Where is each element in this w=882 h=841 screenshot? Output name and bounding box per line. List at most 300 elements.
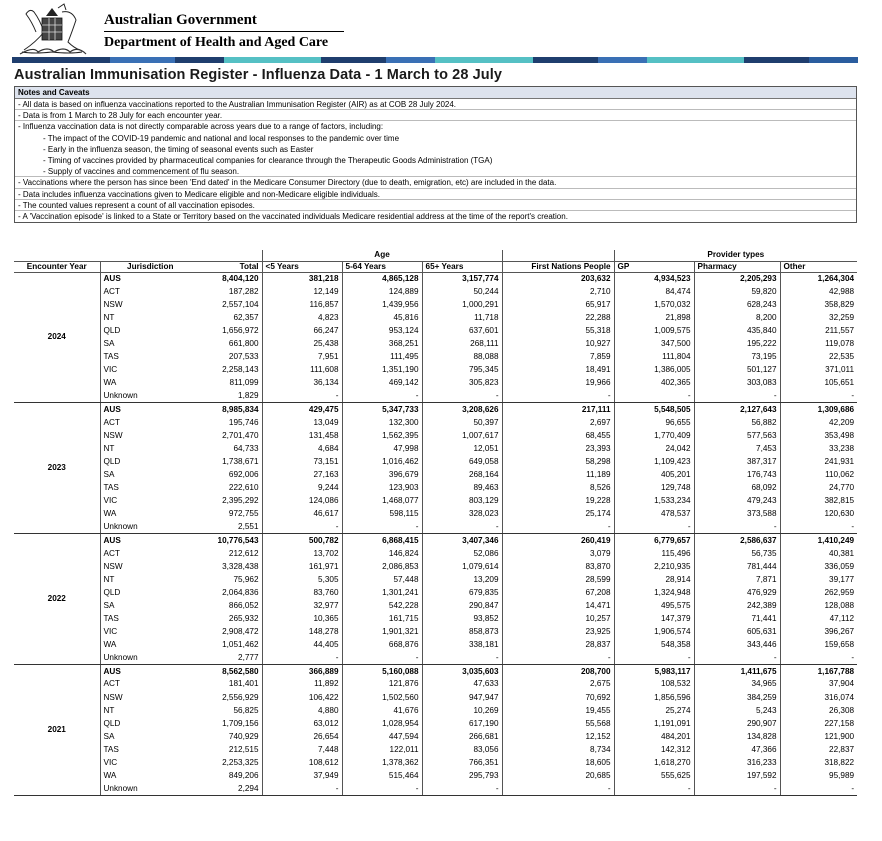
band-segment	[175, 57, 224, 63]
table-row	[14, 272, 857, 285]
jurisdiction-cell: ACT	[103, 286, 120, 296]
value-cell: 111,495	[342, 351, 422, 364]
jurisdiction-cell: QLD	[103, 325, 121, 335]
value-cell: 27,163	[262, 468, 342, 481]
value-cell: 203,632	[502, 272, 614, 285]
value-cell: 1,901,321	[342, 626, 422, 639]
value-cell: 32,977	[262, 599, 342, 612]
band-segment	[12, 57, 110, 63]
value-cell: 28,599	[585, 574, 611, 584]
value-cell: 1,079,614	[422, 560, 502, 573]
column-header-row	[14, 261, 857, 272]
jurisdiction-cell: TAS	[103, 613, 119, 623]
band-segment	[435, 57, 533, 63]
value-cell: 305,823	[422, 377, 502, 390]
jurisdiction-cell: Unknown	[100, 390, 200, 403]
value-cell: 212,515	[228, 744, 259, 754]
value-cell: 58,298	[585, 456, 611, 466]
value-cell: -	[780, 521, 857, 534]
value-cell: 295,793	[422, 770, 502, 783]
table-row	[14, 770, 857, 783]
jurisdiction-cell: ACT	[103, 417, 120, 427]
table-body	[14, 272, 857, 796]
value-cell: 111,608	[262, 364, 342, 377]
value-cell: 115,496	[614, 547, 694, 560]
value-cell: 64,733	[233, 443, 259, 453]
value-cell: 290,847	[422, 599, 502, 612]
jurisdiction-cell: AUS	[100, 272, 200, 285]
value-cell: -	[422, 652, 502, 665]
value-cell: 1,829	[200, 390, 262, 403]
jurisdiction-cell: NT	[103, 312, 115, 322]
value-cell: 122,011	[342, 743, 422, 756]
value-cell: 95,989	[780, 770, 857, 783]
jurisdiction-cell: VIC	[103, 496, 118, 506]
table-row	[14, 337, 857, 350]
value-cell: 1,264,304	[780, 272, 857, 285]
value-cell: 262,959	[780, 586, 857, 599]
value-cell: 93,852	[422, 612, 502, 625]
band-segment	[321, 57, 386, 63]
band-segment	[533, 57, 598, 63]
government-name: Australian Government	[104, 12, 257, 28]
value-cell: 6,779,657	[614, 534, 694, 547]
value-cell: 45,816	[342, 311, 422, 324]
value-cell: 336,059	[780, 560, 857, 573]
value-cell: 19,228	[585, 496, 611, 506]
value-cell: 7,871	[694, 573, 780, 586]
band-segment	[809, 57, 858, 63]
table-row	[14, 730, 857, 743]
col-other: Other	[780, 261, 857, 272]
value-cell: 1,468,077	[342, 495, 422, 508]
value-cell: 1,351,190	[342, 364, 422, 377]
value-cell: 24,770	[780, 482, 857, 495]
table-row	[14, 468, 857, 481]
value-cell: 217,111	[581, 404, 611, 414]
value-cell: 88,088	[422, 351, 502, 364]
value-cell: 4,880	[262, 704, 342, 717]
value-cell: 222,610	[228, 483, 259, 493]
value-cell: 13,209	[422, 573, 502, 586]
value-cell: 290,907	[694, 717, 780, 730]
value-cell: 47,998	[342, 442, 422, 455]
value-cell: 132,300	[342, 416, 422, 429]
value-cell: 19,966	[585, 378, 611, 388]
table-row	[14, 665, 857, 678]
value-cell: 1,007,617	[422, 429, 502, 442]
value-cell: 8,404,120	[200, 272, 262, 285]
table-row	[14, 455, 857, 468]
value-cell: 2,557,104	[222, 299, 259, 309]
value-cell: 195,222	[694, 337, 780, 350]
value-cell: 83,870	[585, 561, 611, 571]
value-cell: 500,782	[262, 534, 342, 547]
table-row	[14, 599, 857, 612]
value-cell: 108,612	[262, 756, 342, 769]
jurisdiction-cell: VIC	[103, 758, 118, 768]
value-cell: 119,078	[780, 337, 857, 350]
value-cell: 343,446	[694, 639, 780, 652]
value-cell: 628,243	[694, 298, 780, 311]
value-cell: -	[262, 521, 342, 534]
value-cell: 1,570,032	[614, 298, 694, 311]
value-cell: 20,685	[585, 771, 611, 781]
value-cell: 25,174	[585, 509, 611, 519]
jurisdiction-cell: Unknown	[100, 521, 200, 534]
note-item: - Influenza vaccination data is not directly comparable across years due to a range of factors, including:	[18, 122, 384, 132]
value-cell: 62,357	[233, 312, 259, 322]
value-cell: 268,164	[422, 468, 502, 481]
col-pharmacy: Pharmacy	[694, 261, 780, 272]
jurisdiction-cell: QLD	[103, 456, 121, 466]
value-cell: 447,594	[342, 730, 422, 743]
value-cell: 33,238	[780, 442, 857, 455]
value-cell: -	[262, 783, 342, 796]
value-cell: 1,410,249	[780, 534, 857, 547]
value-cell: 142,312	[614, 743, 694, 756]
value-cell: 371,011	[780, 364, 857, 377]
value-cell: 1,411,675	[694, 665, 780, 678]
encounter-year-cell: 2023	[14, 403, 100, 534]
value-cell: 4,823	[262, 311, 342, 324]
value-cell: 866,052	[228, 600, 259, 610]
value-cell: 469,142	[342, 377, 422, 390]
value-cell: 68,092	[694, 482, 780, 495]
jurisdiction-cell: ACT	[103, 679, 120, 689]
value-cell: 73,195	[694, 351, 780, 364]
table-row	[14, 377, 857, 390]
value-cell: 5,983,117	[614, 665, 694, 678]
value-cell: -	[422, 783, 502, 796]
jurisdiction-cell: TAS	[103, 483, 119, 493]
value-cell: 1,386,005	[614, 364, 694, 377]
value-cell: -	[614, 783, 694, 796]
value-cell: 396,679	[342, 468, 422, 481]
table-row	[14, 429, 857, 442]
value-cell: 5,347,733	[342, 403, 422, 416]
value-cell: 1,502,560	[342, 691, 422, 704]
jurisdiction-cell: NT	[103, 574, 115, 584]
value-cell: 28,914	[614, 573, 694, 586]
value-cell: 9,244	[262, 482, 342, 495]
value-cell: 405,201	[614, 468, 694, 481]
band-segment	[647, 57, 745, 63]
value-cell: 382,815	[780, 495, 857, 508]
value-cell: 10,776,543	[217, 535, 259, 545]
value-cell: -	[342, 652, 422, 665]
jurisdiction-cell: NT	[103, 705, 115, 715]
value-cell: 316,074	[780, 691, 857, 704]
value-cell: -	[694, 390, 780, 403]
value-cell: 953,124	[342, 324, 422, 337]
table-row	[14, 626, 857, 639]
value-cell: 8,985,834	[222, 404, 259, 414]
value-cell: 10,365	[262, 612, 342, 625]
table-row	[14, 691, 857, 704]
jurisdiction-cell: AUS	[103, 535, 121, 545]
value-cell: 227,158	[780, 717, 857, 730]
col-5-64: 5-64 Years	[342, 261, 422, 272]
value-cell: 187,282	[228, 286, 259, 296]
value-cell: 478,537	[614, 508, 694, 521]
value-cell: 3,079	[590, 548, 611, 558]
value-cell: -	[694, 521, 780, 534]
value-cell: 50,244	[422, 285, 502, 298]
value-cell: 1,770,409	[614, 429, 694, 442]
value-cell: -	[780, 652, 857, 665]
value-cell: 1,618,270	[614, 756, 694, 769]
value-cell: 4,934,523	[614, 272, 694, 285]
value-cell: 1,009,575	[614, 324, 694, 337]
value-cell: 34,965	[694, 678, 780, 691]
notes-and-caveats	[14, 86, 857, 223]
value-cell: 67,208	[585, 587, 611, 597]
value-cell: 56,882	[694, 416, 780, 429]
value-cell: 6,868,415	[342, 534, 422, 547]
value-cell: 10,257	[585, 613, 611, 623]
header-divider	[104, 31, 344, 32]
value-cell: 22,535	[780, 351, 857, 364]
value-cell: 3,157,774	[422, 272, 502, 285]
value-cell: 68,455	[585, 430, 611, 440]
value-cell: 176,743	[694, 468, 780, 481]
jurisdiction-cell: NT	[103, 443, 115, 453]
value-cell: 70,692	[585, 692, 611, 702]
value-cell: 435,840	[694, 324, 780, 337]
value-cell: 65,917	[585, 299, 611, 309]
value-cell: 108,532	[614, 678, 694, 691]
value-cell: 1,562,395	[342, 429, 422, 442]
influenza-data-table	[14, 250, 857, 796]
value-cell: 858,873	[422, 626, 502, 639]
value-cell: 515,464	[342, 770, 422, 783]
value-cell: 617,190	[422, 717, 502, 730]
value-cell: 22,837	[780, 743, 857, 756]
jurisdiction-cell: WA	[103, 771, 117, 781]
note-item: - Timing of vaccines provided by pharmaceutical companies for clearance through the Therapeutic Goods Administration (TGA)	[43, 155, 493, 165]
table-row	[14, 717, 857, 730]
col-total: Total	[200, 261, 262, 272]
value-cell: 501,127	[694, 364, 780, 377]
value-cell: 1,439,956	[342, 298, 422, 311]
value-cell: 7,859	[590, 352, 611, 362]
value-cell: 121,876	[342, 678, 422, 691]
jurisdiction-cell: QLD	[103, 718, 121, 728]
value-cell: 387,317	[694, 455, 780, 468]
value-cell: 3,035,603	[422, 665, 502, 678]
jurisdiction-cell: SA	[103, 469, 115, 479]
value-cell: 1,856,596	[614, 691, 694, 704]
table-row	[14, 783, 857, 796]
value-cell: 2,710	[590, 286, 611, 296]
page-title: Australian Immunisation Register - Influenza Data - 1 March to 28 July	[14, 67, 503, 83]
jurisdiction-cell: TAS	[103, 352, 119, 362]
value-cell: 2,086,853	[342, 560, 422, 573]
value-cell: 208,700	[580, 666, 611, 676]
value-cell: 50,397	[422, 416, 502, 429]
table-row	[14, 416, 857, 429]
value-cell: 811,099	[229, 378, 259, 388]
value-cell: 2,258,143	[222, 365, 259, 375]
value-cell: 146,824	[342, 547, 422, 560]
value-cell: 649,058	[422, 455, 502, 468]
value-cell: 26,654	[262, 730, 342, 743]
value-cell: 41,676	[342, 704, 422, 717]
jurisdiction-cell: VIC	[103, 365, 118, 375]
table-row	[14, 495, 857, 508]
encounter-year-cell: 2024	[14, 272, 100, 403]
value-cell: -	[502, 390, 614, 403]
value-cell: 89,463	[422, 482, 502, 495]
value-cell: 121,900	[780, 730, 857, 743]
table-row	[14, 547, 857, 560]
value-cell: 661,800	[228, 339, 259, 349]
value-cell: 22,288	[585, 312, 611, 322]
page-header	[12, 0, 872, 60]
jurisdiction-cell: NSW	[103, 299, 123, 309]
band-segment	[224, 57, 322, 63]
value-cell: 8,526	[590, 483, 611, 493]
value-cell: -	[502, 783, 614, 796]
value-cell: 148,278	[262, 626, 342, 639]
value-cell: 7,951	[262, 351, 342, 364]
band-segment	[598, 57, 647, 63]
band-segment	[386, 57, 435, 63]
value-cell: 59,820	[694, 285, 780, 298]
value-cell: 2,551	[200, 521, 262, 534]
jurisdiction-cell: AUS	[103, 404, 121, 414]
value-cell: 161,971	[262, 560, 342, 573]
value-cell: 18,491	[585, 365, 611, 375]
value-cell: 598,115	[342, 508, 422, 521]
value-cell: 39,177	[780, 573, 857, 586]
value-cell: 75,962	[233, 574, 259, 584]
value-cell: 197,592	[694, 770, 780, 783]
value-cell: 972,755	[228, 509, 259, 519]
value-cell: 84,474	[614, 285, 694, 298]
value-cell: 1,533,234	[614, 495, 694, 508]
table-row	[14, 285, 857, 298]
value-cell: 83,760	[262, 586, 342, 599]
table-row	[14, 403, 857, 416]
table-row	[14, 311, 857, 324]
value-cell: 1,000,291	[422, 298, 502, 311]
value-cell: 42,209	[780, 416, 857, 429]
value-cell: 1,028,954	[342, 717, 422, 730]
col-first-nations: First Nations People	[502, 261, 614, 272]
jurisdiction-cell: SA	[103, 731, 115, 741]
table-row	[14, 586, 857, 599]
value-cell: -	[502, 521, 614, 534]
table-row	[14, 560, 857, 573]
table-row	[14, 678, 857, 691]
value-cell: 32,259	[780, 311, 857, 324]
table-row	[14, 364, 857, 377]
value-cell: 5,243	[694, 704, 780, 717]
table-row	[14, 521, 857, 534]
value-cell: 21,898	[614, 311, 694, 324]
table-row	[14, 534, 857, 547]
decorative-colour-band	[12, 57, 858, 63]
value-cell: 159,658	[780, 639, 857, 652]
value-cell: 2,701,470	[222, 430, 259, 440]
value-cell: 3,328,438	[222, 561, 259, 571]
value-cell: -	[342, 521, 422, 534]
value-cell: 12,051	[422, 442, 502, 455]
value-cell: 129,748	[614, 482, 694, 495]
value-cell: 56,735	[694, 547, 780, 560]
value-cell: 402,365	[614, 377, 694, 390]
jurisdiction-cell: NSW	[103, 430, 123, 440]
value-cell: 40,381	[780, 547, 857, 560]
value-cell: 268,111	[422, 337, 502, 350]
value-cell: 131,458	[262, 429, 342, 442]
value-cell: 266,681	[422, 730, 502, 743]
value-cell: 368,251	[342, 337, 422, 350]
value-cell: 56,825	[233, 705, 259, 715]
table-row	[14, 324, 857, 337]
col-encounter-year: Encounter Year	[14, 261, 100, 272]
jurisdiction-cell: WA	[103, 509, 117, 519]
encounter-year-cell: 2021	[14, 665, 100, 796]
value-cell: 181,401	[228, 679, 259, 689]
value-cell: 36,134	[262, 377, 342, 390]
value-cell: 1,906,574	[614, 626, 694, 639]
value-cell: 12,152	[585, 731, 611, 741]
value-cell: 13,049	[262, 416, 342, 429]
value-cell: 353,498	[780, 429, 857, 442]
value-cell: 147,379	[614, 612, 694, 625]
table-row	[14, 612, 857, 625]
jurisdiction-cell: NSW	[103, 561, 123, 571]
value-cell: 2,395,292	[222, 496, 259, 506]
value-cell: 28,837	[585, 640, 611, 650]
col-under-5: <5 Years	[262, 261, 342, 272]
value-cell: 66,247	[262, 324, 342, 337]
value-cell: 14,471	[585, 600, 611, 610]
value-cell: 637,601	[422, 324, 502, 337]
value-cell: 476,929	[694, 586, 780, 599]
value-cell: -	[342, 390, 422, 403]
table-row	[14, 351, 857, 364]
value-cell: 25,274	[614, 704, 694, 717]
value-cell: 13,702	[262, 547, 342, 560]
value-cell: 1,301,241	[342, 586, 422, 599]
value-cell: 1,309,686	[780, 403, 857, 416]
value-cell: -	[422, 521, 502, 534]
value-cell: 11,718	[422, 311, 502, 324]
value-cell: 2,586,637	[694, 534, 780, 547]
value-cell: 947,947	[422, 691, 502, 704]
value-cell: 316,233	[694, 756, 780, 769]
value-cell: 23,393	[585, 443, 611, 453]
note-item: - Data includes influenza vaccinations given to Medicare eligible and non-Medicare eligible individuals.	[15, 189, 856, 200]
department-name: Department of Health and Aged Care	[104, 35, 329, 50]
value-cell: 803,129	[422, 495, 502, 508]
note-item: - Early in the influenza season, the timing of seasonal events such as Easter	[43, 144, 314, 154]
table-row	[14, 298, 857, 311]
col-jurisdiction: Jurisdiction	[100, 261, 200, 272]
value-cell: 73,151	[262, 455, 342, 468]
value-cell: 106,422	[262, 691, 342, 704]
value-cell: 242,389	[694, 599, 780, 612]
note-item: - Supply of vaccines and commencement of flu season.	[15, 166, 856, 177]
table-row	[14, 743, 857, 756]
value-cell: 781,444	[694, 560, 780, 573]
value-cell: 110,062	[780, 468, 857, 481]
value-cell: -	[694, 783, 780, 796]
